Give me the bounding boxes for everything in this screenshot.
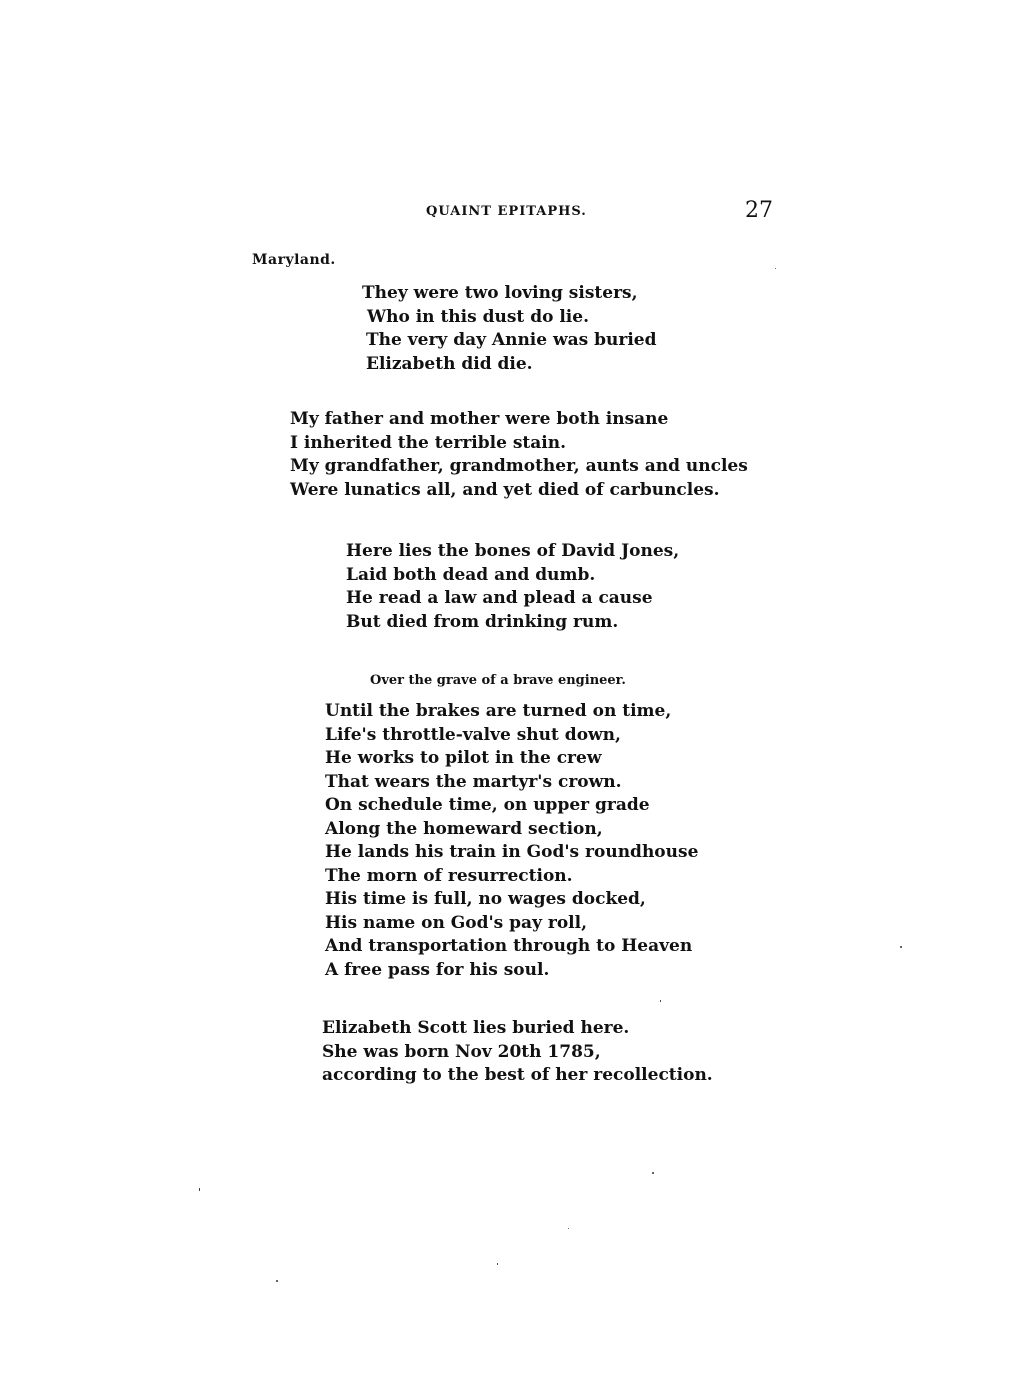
epitaph-insane-parents <box>290 408 748 502</box>
verse-line: The morn of resurrection. <box>325 865 573 886</box>
verse-line: His time is full, no wages docked, <box>325 889 646 909</box>
verse-line: He read a law and plead a cause <box>346 588 653 608</box>
verse-line: And transportation through to Heaven <box>325 936 693 956</box>
verse-line: Life's throttle-valve shut down, <box>325 724 621 745</box>
scan-speck <box>199 1188 200 1191</box>
page-number: 27 <box>745 198 773 223</box>
verse-line: My father and mother were both insane <box>290 409 669 429</box>
scan-speck <box>652 1172 654 1174</box>
verse-line: She was born Nov 20th 1785, <box>322 1041 601 1062</box>
verse-line: Elizabeth did die. <box>366 353 533 374</box>
running-title: QUAINT EPITAPHS. <box>426 204 587 219</box>
verse-line: Were lunatics all, and yet died of carbuncles. <box>290 479 720 500</box>
verse-line: His name on God's pay roll, <box>325 912 587 933</box>
verse-line: Along the homeward section, <box>325 818 603 839</box>
scan-speck <box>660 1000 661 1002</box>
verse-line: A free pass for his soul. <box>325 959 550 980</box>
verse-line: Elizabeth Scott lies buried here. <box>322 1018 630 1038</box>
verse-line: He lands his train in God's roundhouse <box>325 842 699 862</box>
verse-line: Laid both dead and dumb. <box>346 564 596 585</box>
scan-speck <box>568 1228 569 1229</box>
scan-speck <box>497 1263 498 1265</box>
verse-line: But died from drinking rum. <box>346 611 619 632</box>
scan-speck <box>276 1280 278 1282</box>
verse-line: Until the brakes are turned on time, <box>325 701 672 721</box>
epitaph-elizabeth-scott <box>322 1017 713 1088</box>
engineer-caption: Over the grave of a brave engineer. <box>370 673 626 688</box>
scan-speck <box>775 268 776 269</box>
verse-line: Here lies the bones of David Jones, <box>346 541 680 561</box>
section-heading: Maryland. <box>252 252 336 268</box>
verse-line: according to the best of her recollection. <box>322 1065 713 1085</box>
verse-line: The very day Annie was buried <box>366 330 657 350</box>
epitaph-engineer <box>325 700 698 982</box>
verse-line: I inherited the terrible stain. <box>290 432 566 453</box>
verse-line: My grandfather, grandmother, aunts and uncles <box>290 456 748 476</box>
verse-line: They were two loving sisters, <box>362 283 638 303</box>
verse-line: He works to pilot in the crew <box>325 748 602 768</box>
scan-speck <box>900 946 902 948</box>
verse-line: Who in this dust do lie. <box>367 306 589 327</box>
epitaph-david-jones <box>346 540 679 634</box>
epitaph-sisters <box>362 282 657 376</box>
verse-line: On schedule time, on upper grade <box>325 795 650 815</box>
verse-line: That wears the martyr's crown. <box>325 771 622 792</box>
